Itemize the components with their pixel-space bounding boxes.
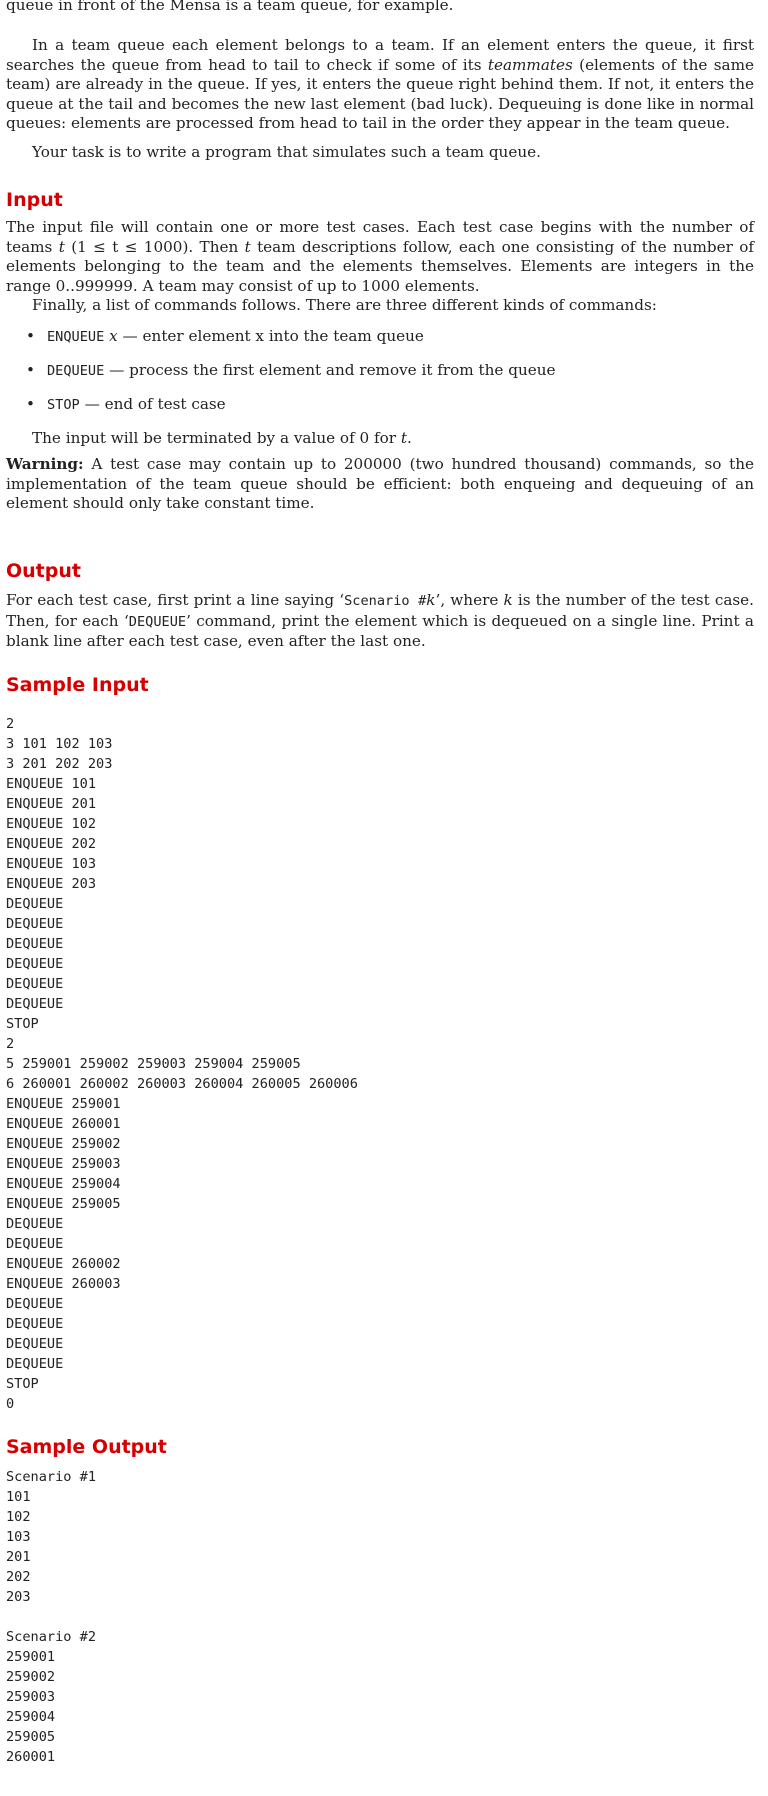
sample-input-line: 2 [6,716,15,732]
command-dequeue: DEQUEUE [47,362,105,379]
sample-input-line: ENQUEUE 102 [6,816,97,832]
warning-label: Warning: [6,455,84,473]
input-p1-a: The input file will contain one or more test cases. Each test case begins with the number of teams [6,218,754,256]
sample-input-line: DEQUEUE [6,956,64,972]
sample-output-line: 259002 [6,1669,56,1685]
sample-input-line: ENQUEUE 202 [6,836,97,852]
sample-output-line: 259004 [6,1709,56,1725]
sample-output-line: 102 [6,1509,31,1525]
sample-input-line: 6 260001 260002 260003 260004 260005 260006 [6,1076,358,1092]
command-item-dequeue [26,361,754,382]
sample-output-section [6,1435,754,1767]
sample-input-block [6,714,754,1414]
sample-output-line: 259001 [6,1649,56,1665]
sample-output-line: 260001 [6,1749,56,1765]
sample-output-line: Scenario #2 [6,1629,97,1645]
command-item-enqueue [26,327,754,348]
sample-input-heading: Sample Input [6,674,149,696]
sample-input-line: DEQUEUE [6,1236,64,1252]
output-paragraph [6,591,754,652]
sample-input-line: ENQUEUE 259004 [6,1176,121,1192]
intro-paragraph-2: Your task is to write a program that simulates such a team queue. [32,142,541,161]
sample-input-line: DEQUEUE [6,1356,64,1372]
sample-input-line: 0 [6,1396,15,1412]
sample-input-line: ENQUEUE 260003 [6,1276,121,1292]
sample-input-section [6,673,754,1414]
output-p-b: ’, where [435,591,504,609]
sample-input-line: DEQUEUE [6,1316,64,1332]
output-heading: Output [6,560,81,582]
sample-input-line: ENQUEUE 259002 [6,1136,121,1152]
input-p1-var-t2: t [244,237,251,256]
input-section [6,188,754,514]
intro-section [6,36,754,162]
input-p1-e: team descriptions follow, each one consisting of the number of elements belonging to the team and the elements themselves. Elements are integers in the range 0..999999. A team may consist of up to 1000 elements. [6,237,755,295]
sample-input-line: DEQUEUE [6,996,64,1012]
sample-input-line: ENQUEUE 203 [6,876,97,892]
input-p3-a: The input will be terminated by a value of 0 for [32,428,401,447]
sample-output-line: 259005 [6,1729,56,1745]
output-p-a: For each test case, first print a line saying ‘ [6,591,345,609]
input-paragraph-2: Finally, a list of commands follows. There are three different kinds of commands: [32,296,657,314]
intro-fragment: queue in front of the Mensa is a team queue, for example. [6,0,454,14]
command-enqueue-desc: — enter element x into the team queue [117,326,424,345]
input-p3-var-t: t [400,428,407,447]
command-stop: STOP [47,396,80,413]
sample-input-line: DEQUEUE [6,916,64,932]
sample-input-line: DEQUEUE [6,976,64,992]
command-item-stop [26,395,754,416]
command-list [6,327,754,416]
sample-input-line: 3 201 202 203 [6,756,113,772]
input-p1-c: (1 ≤ t ≤ 1000). Then [64,237,245,256]
output-var-k2: k [503,591,513,609]
input-heading: Input [6,189,63,211]
warning-paragraph [6,455,754,514]
input-paragraph-1 [6,218,754,296]
sample-output-heading: Sample Output [6,1436,167,1458]
sample-output-line: 101 [6,1489,31,1505]
input-p1-var-t: t [58,237,65,256]
sample-input-line: ENQUEUE 259001 [6,1096,121,1112]
sample-input-line: DEQUEUE [6,1336,64,1352]
sample-input-line: ENQUEUE 259003 [6,1156,121,1172]
sample-output-line: 259003 [6,1689,56,1705]
warning-text: A test case may contain up to 200000 (two hundred thousand) commands, so the implementation of the team queue should be efficient: both enqueing and dequeuing of an element should only take constant time. [6,455,754,512]
output-p-c: is the number of the test case. Then, for each ‘ [6,591,754,630]
sample-input-line: DEQUEUE [6,1296,64,1312]
sample-output-line: 103 [6,1529,31,1545]
command-enqueue: ENQUEUE [47,328,105,345]
sample-output-line [6,1607,754,1627]
sample-input-line: ENQUEUE 103 [6,856,97,872]
command-stop-desc: — end of test case [79,394,226,413]
intro-p1-text: In a team queue each element belongs to a team. If an element enters the queue, it first searches the queue from head to tail to check if some of its teammates (elements of the same team) are already in the queue. If yes, it enters the queue right behind them. If not, it enters the queue at the tail and becomes the new last element (bad luck). Dequeuing is done like in normal queues: elements are processed from head to tail in the order they appear in the team queue. [6,36,754,132]
output-code-scenario: Scenario # [344,593,427,609]
output-p-d: ’ command, print the element which is dequeued on a single line. Print a blank line after each test case, even after the last one. [6,611,754,650]
sample-input-line: ENQUEUE 259005 [6,1196,121,1212]
sample-input-line: 5 259001 259002 259003 259004 259005 [6,1056,301,1072]
sample-input-line: STOP [6,1016,39,1032]
output-var-k: k [426,591,436,609]
sample-input-line: ENQUEUE 260001 [6,1116,121,1132]
sample-input-line: STOP [6,1376,39,1392]
input-paragraph-3 [6,429,754,449]
sample-input-line: 3 101 102 103 [6,736,113,752]
output-code-dequeue: DEQUEUE [128,613,187,630]
sample-input-line: ENQUEUE 201 [6,796,97,812]
sample-output-block [6,1467,754,1767]
sample-output-line: Scenario #1 [6,1469,97,1485]
sample-output-line: 203 [6,1589,31,1605]
teammates-emphasis: teammates [487,55,573,74]
command-dequeue-desc: — process the first element and remove it from the queue [104,360,556,379]
input-p3-c: . [406,428,412,447]
sample-output-line: 201 [6,1549,31,1565]
sample-input-line: DEQUEUE [6,936,64,952]
sample-input-line: ENQUEUE 101 [6,776,97,792]
sample-input-line: DEQUEUE [6,896,64,912]
command-enqueue-arg: x [109,326,118,345]
sample-input-line: 2 [6,1036,15,1052]
sample-output-line: 202 [6,1569,31,1585]
output-section [6,559,754,652]
intro-paragraph-1 [6,36,754,134]
sample-input-line: DEQUEUE [6,1216,64,1232]
sample-input-line: ENQUEUE 260002 [6,1256,121,1272]
